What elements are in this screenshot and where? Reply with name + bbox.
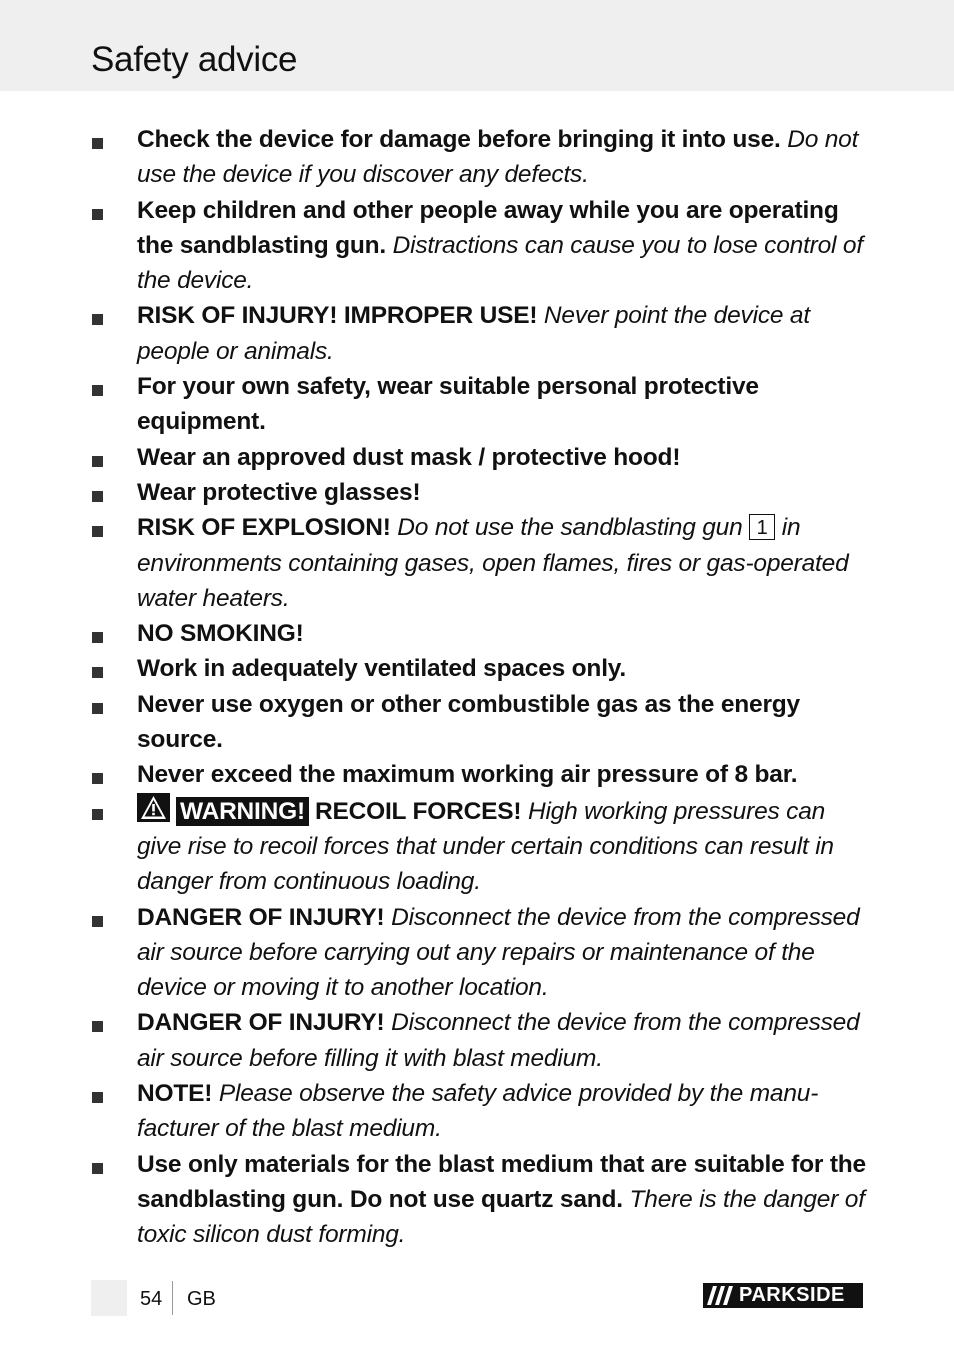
list-item [91,616,871,651]
list-item [91,757,871,792]
advice-heading: Keep children and other people away while you are operating the sandblasting gun. [137,196,839,259]
list-item [91,475,871,510]
advice-text: Do not use the device if you discover any defects. [137,126,859,189]
list-item [91,687,871,758]
advice-heading: DANGER OF INJURY! [137,903,385,931]
square-bullet-icon [92,703,103,714]
advice-text: Distractions can cause you to lose control of the device. [137,231,863,295]
list-item [91,122,871,193]
square-bullet-icon [92,1021,103,1032]
square-bullet-icon [92,456,103,467]
advice-heading: Wear protective glasses! [137,478,421,506]
part-reference-box: 1 [749,514,775,540]
square-bullet-icon [92,916,103,927]
warning-triangle-icon [137,793,170,822]
square-bullet-icon [92,1092,103,1103]
list-item [91,510,871,616]
safety-advice-list [91,122,871,1253]
advice-heading: Never use oxygen or other combustible gas as the energy source. [137,690,800,754]
advice-text: Disconnect the device from the compressed air source before carrying out any repairs or maintenance of the device or moving it to another location. [137,903,860,1002]
parkside-stripes-icon [707,1286,735,1305]
advice-heading: RISK OF EXPLOSION! [137,514,391,542]
advice-heading: RECOIL FORCES! [314,797,522,825]
square-bullet-icon [92,385,103,396]
square-bullet-icon [92,809,103,820]
advice-heading: DANGER OF INJURY! [137,1009,385,1037]
list-item [91,793,871,900]
list-item [91,900,871,1006]
footer-box [91,1280,127,1316]
list-item [91,1147,871,1253]
square-bullet-icon [92,632,103,643]
list-item [91,193,871,299]
advice-heading: Never exceed the maximum working air pressure of 8 bar. [137,761,798,789]
advice-text: There is the danger of toxic silicon dust forming. [137,1185,865,1249]
square-bullet-icon [92,773,103,784]
square-bullet-icon [92,1163,103,1174]
brand-name: PARKSIDE [739,1284,845,1306]
brand-logo [703,1283,863,1308]
list-item [91,1005,871,1076]
advice-heading: Wear an approved dust mask / protective hood! [137,443,681,471]
advice-text: Never point the device at people or animals. [137,302,810,365]
advice-heading: RISK OF INJURY! IMPROPER USE! [137,302,538,330]
list-item [91,651,871,686]
language-code: GB [187,1288,216,1310]
advice-heading: Work in adequately ventilated spaces only. [137,655,627,683]
advice-text: High working pressures can give rise to recoil forces that under certain conditions can result in danger from continuous loading. [137,797,834,896]
advice-heading: NOTE! [137,1080,213,1108]
square-bullet-icon [92,526,103,537]
advice-heading: Use only materials for the blast medium that are suitable for the sandblasting gun. Do not use quartz sand. [137,1150,866,1213]
square-bullet-icon [92,491,103,502]
list-item [91,440,871,475]
list-item [91,298,871,369]
advice-text: Please observe the safety advice provided by the manufacturer of the blast medium. [137,1080,819,1143]
advice-text: Disconnect the device from the compressed air source before filling it with blast medium. [137,1009,860,1072]
advice-heading: For your own safety, wear suitable personal protective equipment. [137,373,759,436]
list-item [91,369,871,440]
warning-badge: WARNING! [176,797,309,826]
page-title: Safety advice [91,40,298,79]
advice-heading: NO SMOKING! [137,620,304,648]
page-number: 54 [140,1288,163,1310]
advice-heading: Check the device for damage before bringing it into use. [137,126,781,153]
advice-text: Do not use the sandblasting gun [390,514,750,542]
square-bullet-icon [92,138,103,149]
footer-divider [172,1281,173,1315]
square-bullet-icon [92,314,103,325]
list-item [91,1076,871,1147]
square-bullet-icon [92,667,103,678]
advice-text-continued: in environments containing gases, open flames, fires or gas-operated water heaters. [137,514,849,612]
square-bullet-icon [92,209,103,220]
